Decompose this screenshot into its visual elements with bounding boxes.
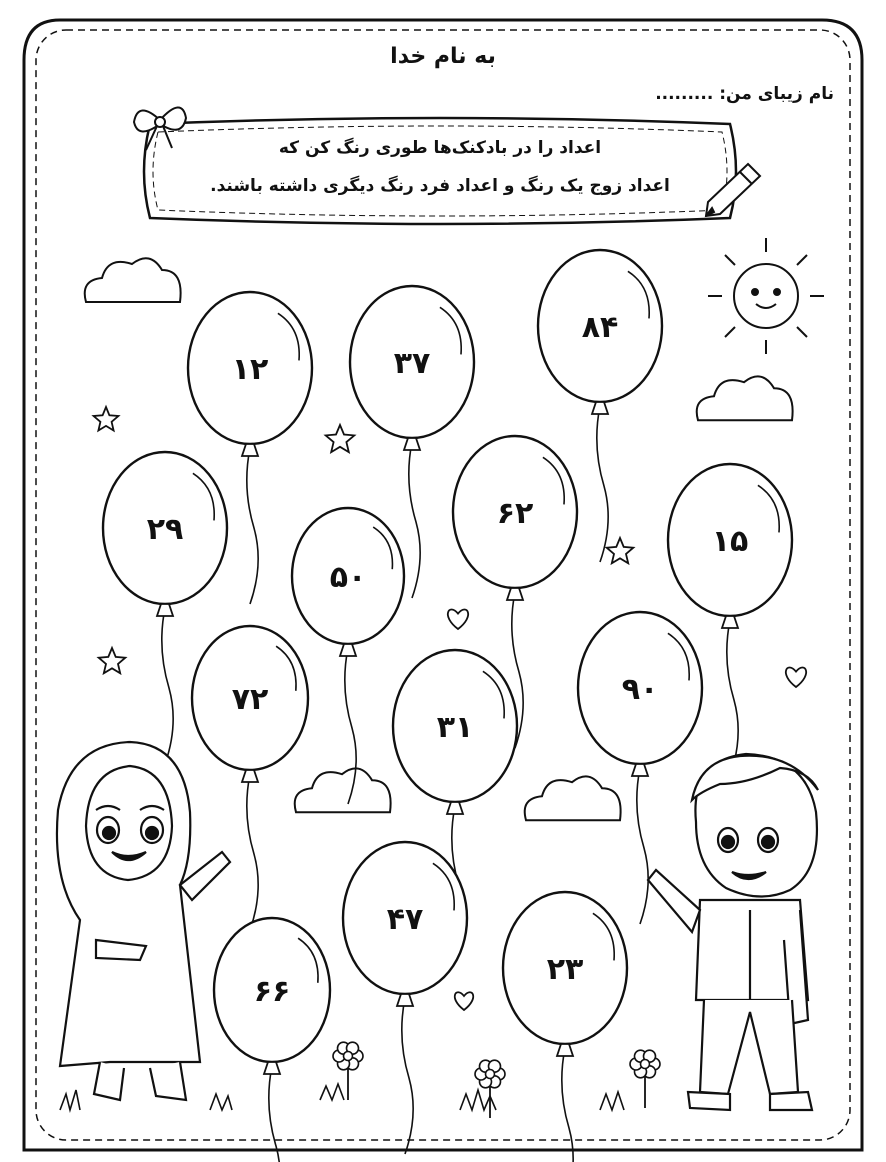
balloon-number: ۱۵ [711, 524, 749, 559]
balloon-string [162, 608, 173, 764]
balloon[interactable] [343, 842, 467, 1154]
balloon-knot [557, 1044, 573, 1056]
balloon-number: ۴۷ [386, 902, 424, 937]
heart-icon [786, 668, 806, 687]
cloud-icon [525, 776, 621, 820]
balloon-string [409, 442, 420, 598]
balloon-string [402, 998, 413, 1154]
balloon-number: ۶۲ [496, 496, 534, 531]
balloon-number: ۵۰ [329, 560, 367, 595]
balloon-number: ۳۱ [436, 710, 474, 745]
balloon-knot [340, 644, 356, 656]
balloon-knot [264, 1062, 280, 1074]
heart-icon [448, 610, 468, 629]
balloon-knot [507, 588, 523, 600]
instruction-banner [144, 118, 736, 224]
balloon-knot [447, 802, 463, 814]
balloon-number: ۲۳ [546, 952, 584, 987]
heart-icon [455, 992, 473, 1010]
balloon[interactable] [578, 612, 702, 924]
cloud-icon [295, 768, 391, 812]
balloon-number: ۱۲ [231, 352, 269, 387]
balloon-knot [592, 402, 608, 414]
balloon-string [637, 768, 648, 924]
balloon-string [247, 448, 258, 604]
star-icon [607, 538, 634, 563]
flower-icon [475, 1060, 505, 1118]
page-title: به نام خدا [390, 44, 496, 69]
balloon[interactable] [192, 626, 308, 930]
grass [60, 1084, 624, 1110]
balloon-number: ۶۶ [253, 974, 291, 1009]
instruction-line-1: اعداد را در بادکنک‌ها طوری رنگ کن که [278, 138, 602, 158]
balloon[interactable] [503, 892, 627, 1162]
sun-icon [708, 238, 824, 354]
balloon-number: ۹۰ [621, 672, 659, 707]
balloon[interactable] [214, 918, 330, 1162]
cloud-icon [697, 376, 793, 420]
balloon-string [727, 620, 738, 776]
flower-icon [630, 1050, 660, 1108]
balloon-string [269, 1066, 280, 1162]
cloud-icon [85, 258, 181, 302]
balloon-string [562, 1048, 573, 1162]
balloon-knot [404, 438, 420, 450]
balloon-number: ۸۴ [581, 310, 619, 345]
balloon-knot [242, 770, 258, 782]
balloon-knot [157, 604, 173, 616]
instruction-line-2: اعداد زوج یک رنگ و اعداد فرد رنگ دیگری داشته باشند. [210, 176, 670, 196]
balloon-number: ۷۲ [231, 682, 269, 717]
name-field-label[interactable]: نام زیبای من: ......... [655, 84, 834, 104]
balloon-knot [632, 764, 648, 776]
balloon-knot [722, 616, 738, 628]
balloon-string [597, 406, 608, 562]
balloon-group [103, 250, 792, 1162]
balloon-string [247, 774, 258, 930]
balloon-knot [397, 994, 413, 1006]
balloon-knot [242, 444, 258, 456]
balloon-number: ۳۷ [393, 346, 431, 381]
balloon[interactable] [292, 508, 404, 804]
girl-illustration [57, 742, 230, 1100]
star-icon [94, 407, 119, 431]
flower-icon [333, 1042, 363, 1100]
balloon-number: ۲۹ [146, 512, 184, 547]
star-icon [326, 425, 355, 452]
star-icon [99, 648, 126, 673]
boy-illustration [648, 754, 818, 1110]
